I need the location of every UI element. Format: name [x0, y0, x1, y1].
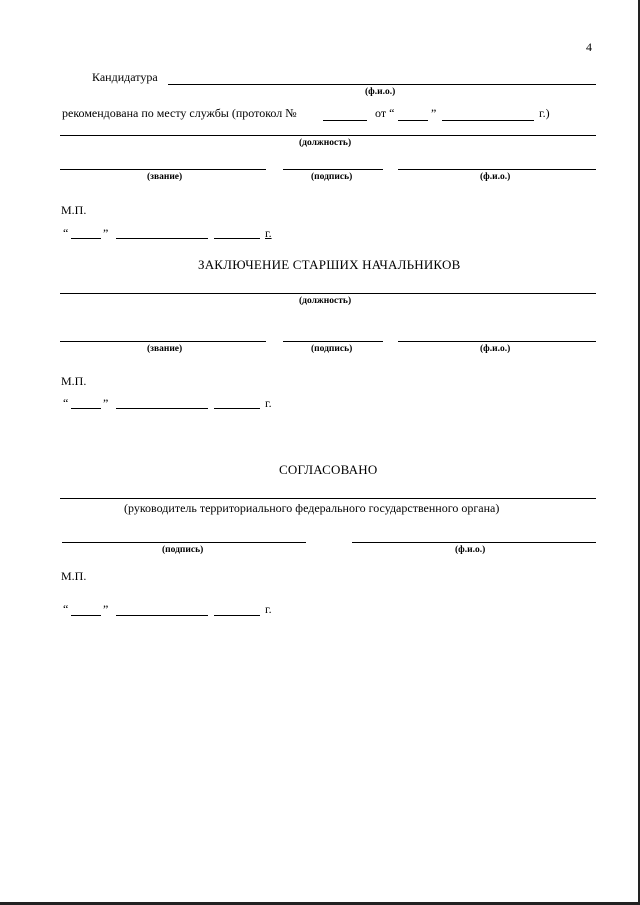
section1-stamp: М.П.: [61, 203, 87, 217]
section1-date-close: ”: [103, 226, 109, 240]
protocol-year-close: г.): [539, 106, 550, 120]
section3-signature-line[interactable]: [62, 542, 306, 543]
section3-title: СОГЛАСОВАНО: [279, 462, 378, 477]
section2-position-line[interactable]: [60, 293, 596, 294]
section2-month-line[interactable]: [116, 408, 208, 409]
section1-signature-line[interactable]: [283, 169, 383, 170]
section3-date-close: ”: [103, 602, 109, 616]
section3-fio-caption: (ф.и.о.): [455, 545, 486, 555]
protocol-month-line[interactable]: [442, 120, 534, 121]
protocol-quote-close: ”: [431, 106, 437, 120]
section2-day-line[interactable]: [71, 408, 101, 409]
section1-rank-caption: (звание): [147, 172, 183, 182]
section2-signature-line[interactable]: [283, 341, 383, 342]
section2-signature-caption: (подпись): [311, 344, 353, 354]
section3-date-open: “: [63, 602, 69, 616]
section2-rank-caption: (звание): [147, 344, 183, 354]
section2-title: ЗАКЛЮЧЕНИЕ СТАРШИХ НАЧАЛЬНИКОВ: [198, 257, 461, 272]
section1-month-line[interactable]: [116, 238, 208, 239]
section1-fio-line[interactable]: [398, 169, 596, 170]
page-number: 4: [586, 40, 592, 54]
protocol-from-text: от “: [375, 106, 395, 120]
section1-position-caption: (должность): [299, 138, 352, 148]
section3-year-line[interactable]: [214, 615, 260, 616]
recommended-text: рекомендована по месту службы (протокол №: [62, 106, 297, 120]
candidacy-fio-caption: (ф.и.о.): [365, 87, 396, 97]
section3-day-line[interactable]: [71, 615, 101, 616]
section1-date-open: “: [63, 226, 69, 240]
section2-position-caption: (должность): [299, 296, 352, 306]
section3-signature-caption: (подпись): [162, 545, 204, 555]
section2-year-suffix: г.: [265, 396, 272, 410]
section2-stamp: М.П.: [61, 374, 87, 388]
section3-head-caption: (руководитель территориального федерального государственного органа): [124, 501, 500, 515]
section1-year-line[interactable]: [214, 238, 260, 239]
section3-stamp: М.П.: [61, 569, 87, 583]
section3-month-line[interactable]: [116, 615, 208, 616]
section2-year-line[interactable]: [214, 408, 260, 409]
section2-fio-line[interactable]: [398, 341, 596, 342]
section1-position-line[interactable]: [60, 135, 596, 136]
section1-signature-caption: (подпись): [311, 172, 353, 182]
section2-rank-line[interactable]: [60, 341, 266, 342]
section2-date-close: ”: [103, 396, 109, 410]
protocol-number-line[interactable]: [323, 120, 367, 121]
section1-year-suffix: г.: [265, 226, 272, 240]
candidacy-label: Кандидатура: [92, 70, 158, 84]
protocol-day-line[interactable]: [398, 120, 428, 121]
section2-fio-caption: (ф.и.о.): [480, 344, 511, 354]
section2-date-open: “: [63, 396, 69, 410]
section3-fio-line[interactable]: [352, 542, 596, 543]
candidacy-fio-line[interactable]: [168, 84, 596, 85]
section1-fio-caption: (ф.и.о.): [480, 172, 511, 182]
section1-rank-line[interactable]: [60, 169, 266, 170]
section3-head-line[interactable]: [60, 498, 596, 499]
section3-year-suffix: г.: [265, 602, 272, 616]
section1-day-line[interactable]: [71, 238, 101, 239]
